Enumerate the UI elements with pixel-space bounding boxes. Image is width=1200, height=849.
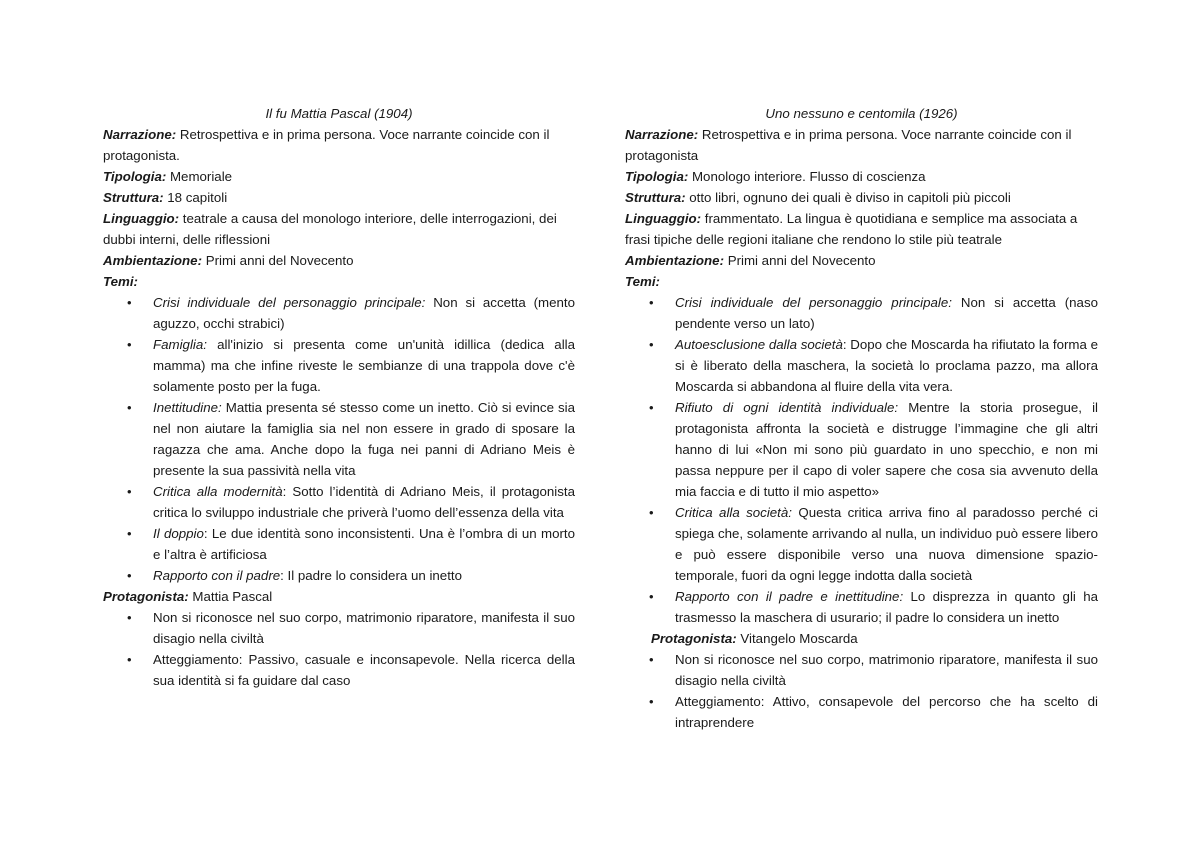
list-item xyxy=(153,481,575,523)
field-label: Linguaggio: xyxy=(625,211,702,226)
theme-head: Critica alla società: xyxy=(675,505,792,520)
field-value: Memoriale xyxy=(166,169,233,184)
right-field-narrazione xyxy=(625,124,1098,166)
right-protagonista xyxy=(625,628,1098,649)
theme-head: Crisi individuale del personaggio principale: xyxy=(153,295,426,310)
field-value: Primi anni del Novecento xyxy=(202,253,354,268)
list-item xyxy=(675,292,1098,334)
left-field-linguaggio xyxy=(103,208,575,250)
protagonista-name: Vitangelo Moscarda xyxy=(736,631,858,646)
list-item xyxy=(153,607,575,649)
list-item xyxy=(153,565,575,586)
list-item xyxy=(675,397,1098,502)
temi-label: Temi: xyxy=(625,274,660,289)
list-item xyxy=(153,334,575,397)
field-label: Struttura: xyxy=(625,190,686,205)
theme-text: Mattia presenta sé stesso come un inetto. Ciò si evince sia nel non aiutare la famiglia sia nel non essere in grado di sposare la ragazza che ama. Anche dopo la fuga nei panni di Adriano Meis è presente la sua passività nella vita xyxy=(153,400,575,478)
theme-head: Il doppio xyxy=(153,526,204,541)
prot-text: Atteggiamento: Passivo, casuale e inconsapevole. Nella ricerca della sua identità si fa guidare dal caso xyxy=(153,652,575,688)
theme-head: Rapporto con il padre xyxy=(153,568,281,583)
theme-head: Critica alla modernità xyxy=(153,484,283,499)
field-value: Monologo interiore. Flusso di coscienza xyxy=(688,169,926,184)
field-label: Ambientazione: xyxy=(103,253,202,268)
theme-text: : Le due identità sono inconsistenti. Una è l’ombra di un morto e l’altra è artificiosa xyxy=(153,526,575,562)
field-label: Tipologia: xyxy=(103,169,167,184)
theme-text: : Sotto l’identità di Adriano Meis, il protagonista critica lo sviluppo industriale che priverà l’uomo dell’essenza della vita xyxy=(153,484,575,520)
left-protagonista-list xyxy=(103,607,575,691)
field-label: Struttura: xyxy=(103,190,164,205)
left-protagonista xyxy=(103,586,575,607)
theme-head: Rapporto con il padre e inettitudine: xyxy=(675,589,904,604)
field-label: Narrazione: xyxy=(103,127,177,142)
protagonista-label: Protagonista: xyxy=(651,631,737,646)
list-item xyxy=(675,649,1098,691)
field-value: Retrospettiva e in prima persona. Voce narrante coincide con il protagonista xyxy=(625,127,1072,163)
field-label: Narrazione: xyxy=(625,127,699,142)
left-temi-list xyxy=(103,292,575,586)
prot-text: Non si riconosce nel suo corpo, matrimonio riparatore, manifesta il suo disagio nella civiltà xyxy=(153,610,575,646)
theme-text: Non si accetta (naso pendente verso un lato) xyxy=(675,295,1098,331)
right-title: Uno nessuno e centomila (1926) xyxy=(765,106,958,121)
right-field-struttura xyxy=(625,187,1098,208)
list-item xyxy=(675,691,1098,733)
right-field-linguaggio xyxy=(625,208,1098,250)
theme-head: Autoesclusione dalla società xyxy=(675,337,843,352)
right-temi-heading xyxy=(625,271,1098,292)
theme-head: Famiglia: xyxy=(153,337,207,352)
list-item xyxy=(153,523,575,565)
theme-text: : Il padre lo considera un inetto xyxy=(280,568,462,583)
list-item xyxy=(675,334,1098,397)
left-field-struttura xyxy=(103,187,575,208)
right-protagonista-list xyxy=(625,649,1098,733)
right-field-ambientazione xyxy=(625,250,1098,271)
theme-text: Lo disprezza in quanto gli ha trasmesso la maschera di usurario; il padre lo considera un inetto xyxy=(675,589,1098,625)
field-value: 18 capitoli xyxy=(163,190,228,205)
theme-head: Crisi individuale del personaggio principale: xyxy=(675,295,952,310)
left-field-ambientazione xyxy=(103,250,575,271)
theme-text: all'inizio si presenta come un'unità idillica (dedica alla mamma) ma che infine riveste le sembianze di una trappola dove c'è solamente posto per la fuga. xyxy=(153,337,575,394)
theme-text: Questa critica arriva fino al paradosso perché ci spiega che, solamente arrivando al nulla, un individuo può essere libero e può essere disponibile verso una nuova dimensione spazio-temporale, fuori da ogni legge indotta dalla società xyxy=(675,505,1098,583)
left-field-narrazione xyxy=(103,124,575,166)
right-temi-list xyxy=(625,292,1098,628)
protagonista-name: Mattia Pascal xyxy=(188,589,273,604)
field-value: Primi anni del Novecento xyxy=(724,253,876,268)
list-item xyxy=(153,649,575,691)
list-item xyxy=(675,586,1098,628)
left-title: Il fu Mattia Pascal (1904) xyxy=(265,106,413,121)
field-value: Retrospettiva e in prima persona. Voce narrante coincide con il protagonista. xyxy=(103,127,550,163)
theme-text: Mentre la storia prosegue, il protagonista affronta la società e distrugge l’immagine che gli altri hanno di lui «Non mi sono più guardato in uno specchio, e non mi passa neppure per il capo di voler sapere che cosa sia avvenuto della mia faccia e di tutto il mio aspetto» xyxy=(675,400,1098,499)
temi-label: Temi: xyxy=(103,274,138,289)
field-label: Tipologia: xyxy=(625,169,689,184)
prot-text: Non si riconosce nel suo corpo, matrimonio riparatore, manifesta il suo disagio nella civiltà xyxy=(675,652,1098,688)
left-field-tipologia xyxy=(103,166,575,187)
field-value: frammentato. La lingua è quotidiana e semplice ma associata a frasi tipiche delle regioni italiane che rendono lo stile più teatrale xyxy=(625,211,1078,247)
list-item xyxy=(153,397,575,481)
right-column xyxy=(625,103,1098,733)
theme-text: Non si accetta (mento aguzzo, occhi strabici) xyxy=(153,295,575,331)
protagonista-label: Protagonista: xyxy=(103,589,189,604)
theme-head: Inettitudine: xyxy=(153,400,222,415)
right-field-tipologia xyxy=(625,166,1098,187)
theme-head: Rifiuto di ogni identità individuale: xyxy=(675,400,899,415)
list-item xyxy=(153,292,575,334)
field-value: teatrale a causa del monologo interiore, delle interrogazioni, dei dubbi interni, delle riflessioni xyxy=(103,211,557,247)
list-item xyxy=(675,502,1098,586)
field-label: Ambientazione: xyxy=(625,253,724,268)
theme-text: : Dopo che Moscarda ha rifiutato la forma e si è liberato della maschera, la società lo proclama pazzo, ma allora Moscarda si abbandona al fluire della vita vera. xyxy=(675,337,1098,394)
prot-text: Atteggiamento: Attivo, consapevole del percorso che ha scelto di intraprendere xyxy=(675,694,1098,730)
left-column xyxy=(103,103,575,691)
left-temi-heading xyxy=(103,271,575,292)
field-value: otto libri, ognuno dei quali è diviso in capitoli più piccoli xyxy=(685,190,1011,205)
field-label: Linguaggio: xyxy=(103,211,180,226)
